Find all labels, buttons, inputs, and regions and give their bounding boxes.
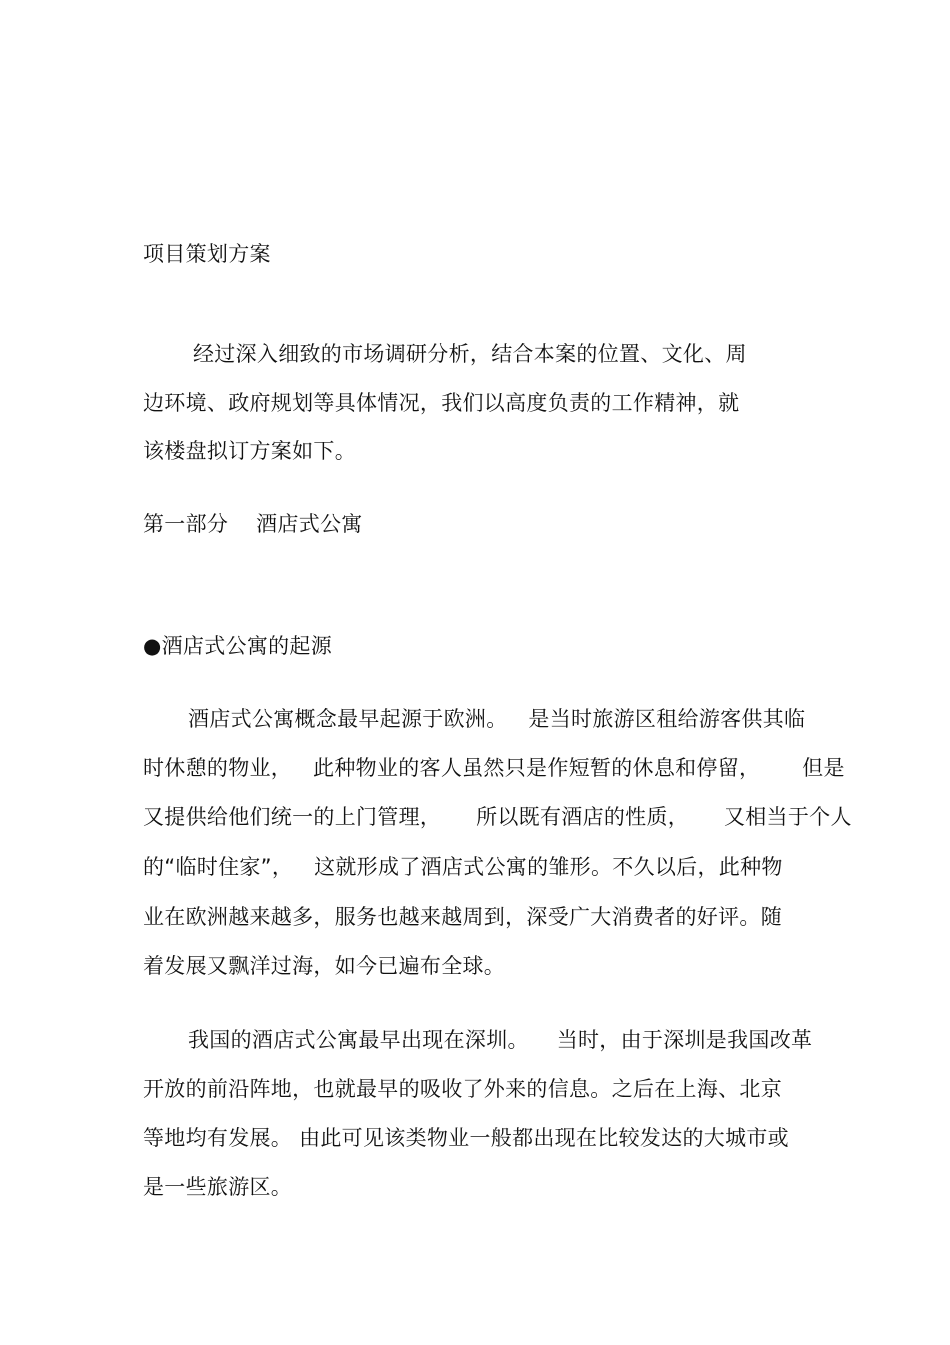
- document-title: 项目策划方案: [143, 242, 271, 266]
- intro-line-3: 该楼盘拟订方案如下。: [143, 439, 356, 463]
- paragraph2-line-3: 等地均有发展。 由此可见该类物业一般都出现在比较发达的大城市或: [143, 1126, 789, 1150]
- paragraph1-line-2: 时休憩的物业， 此种物业的客人虽然只是作短暂的休息和停留， 但是: [143, 756, 845, 780]
- paragraph1-line-6: 着发展又飘洋过海，如今已遍布全球。: [143, 954, 506, 978]
- paragraph1-line-4: 的“临时住家”， 这就形成了酒店式公寓的雏形。不久以后，此种物: [143, 855, 783, 879]
- intro-line-1: 经过深入细致的市场调研分析，结合本案的位置、文化、周: [193, 342, 747, 366]
- paragraph1-line-3: 又提供给他们统一的上门管理， 所以既有酒店的性质， 又相当于个人: [143, 805, 852, 829]
- paragraph1-line-1: 酒店式公寓概念最早起源于欧洲。 是当时旅游区租给游客供其临: [188, 707, 806, 731]
- section-heading: ●酒店式公寓的起源: [143, 634, 333, 658]
- paragraph2-line-4: 是一些旅游区。: [143, 1175, 293, 1199]
- paragraph1-line-5: 业在欧洲越来越多，服务也越来越周到，深受广大消费者的好评。随: [143, 905, 782, 929]
- part-heading: 第一部分 酒店式公寓: [143, 512, 363, 536]
- paragraph2-line-1: 我国的酒店式公寓最早出现在深圳。 当时，由于深圳是我国改革: [188, 1028, 813, 1052]
- intro-line-2: 边环境、政府规划等具体情况，我们以高度负责的工作精神，就: [143, 391, 740, 415]
- paragraph2-line-2: 开放的前沿阵地，也就最早的吸收了外来的信息。之后在上海、北京: [143, 1077, 782, 1101]
